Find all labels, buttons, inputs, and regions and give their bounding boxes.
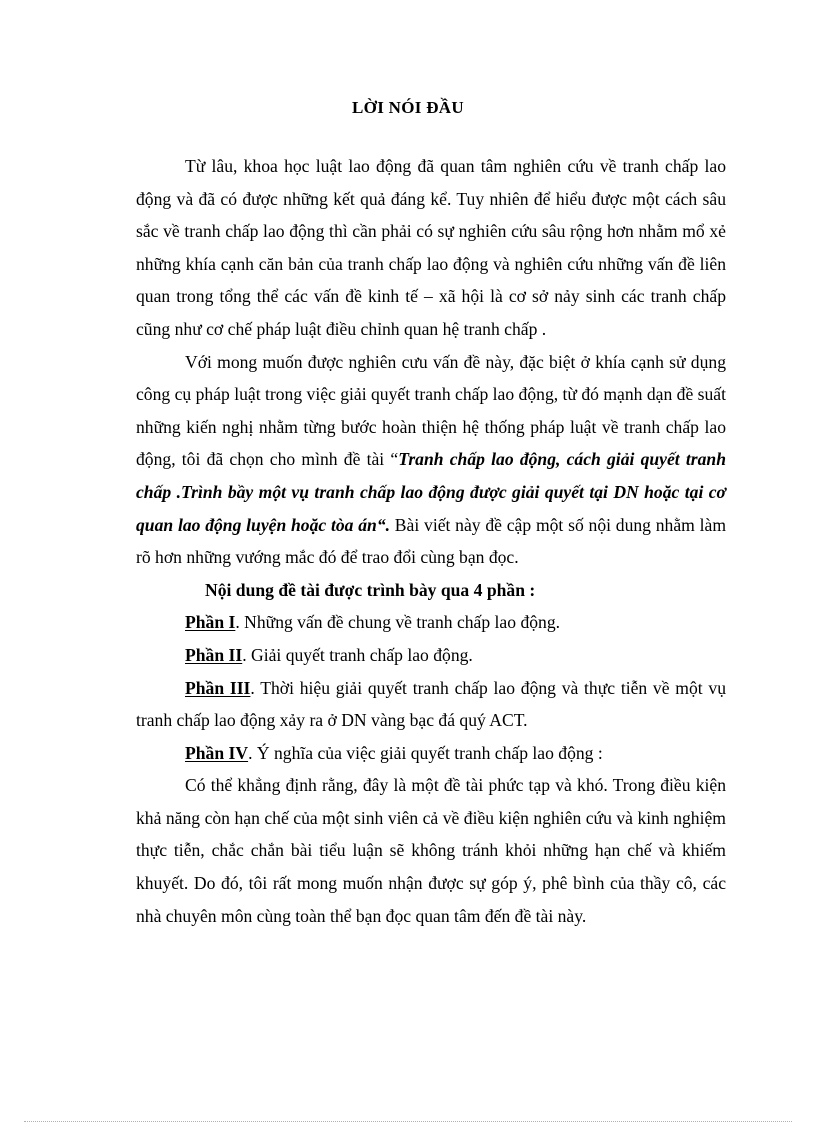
topic-title: Tranh chấp lao động, cách giải quyết tranh chấp .Trình bầy một vụ tranh chấp lao động được giải quyết tại DN hoặc tại cơ quan lao động luyện hoặc tòa án“. xyxy=(136,449,726,535)
contents-heading: Nội dung đề tài được trình bày qua 4 phần : xyxy=(205,579,536,600)
part-label: Phần IV xyxy=(185,742,249,763)
motivation-text-end: Bài viết này đề cập một số nội dung nhằm làm rõ hơn những vướng mắc đó để trao đổi cùng bạn đọc. xyxy=(136,514,726,568)
part-label: Phần III xyxy=(185,677,251,698)
document-body xyxy=(136,150,726,932)
motivation-text-start: Với mong muốn được nghiên cưu vấn đề này, đặc biệt ở khía cạnh sử dụng công cụ pháp luật trong việc giải quyết tranh chấp lao động, từ đó mạnh dạn đề suất những kiến nghị nhằm từng bước hoàn thiện hệ thống pháp luật về tranh chấp lao động, tôi đã chọn cho mình đề tài “ xyxy=(136,351,726,470)
part-text: . Thời hiệu giải quyết tranh chấp lao động và thực tiễn về một vụ tranh chấp lao động xảy ra ở DN vàng bạc đá quý ACT. xyxy=(136,677,726,731)
page-bottom-divider xyxy=(24,1121,792,1122)
part-item xyxy=(136,672,726,737)
part-text: . Những vấn đề chung về tranh chấp lao động. xyxy=(235,612,561,633)
intro-paragraph: Từ lâu, khoa học luật lao động đã quan tâm nghiên cứu về tranh chấp lao động và đã có được những kết quả đáng kể. Tuy nhiên để hiểu được một cách sâu sắc về tranh chấp lao động thì cần phải có sự nghiên cứu sâu rộng hơn nhằm mổ xẻ những khía cạnh căn bản của tranh chấp lao động và nghiên cứu những vấn đề liên quan trong tổng thể các vấn đề kinh tế – xã hội là cơ sở nảy sinh các tranh chấp cũng như cơ chế pháp luật điều chỉnh quan hệ tranh chấp . xyxy=(136,156,726,339)
closing-paragraph: Có thể khẳng định rằng, đây là một đề tài phức tạp và khó. Trong điều kiện khả năng còn hạn chế của một sinh viên cả về điều kiện nghiên cứu và kinh nghiệm thực tiễn, chắc chắn bài tiểu luận sẽ không tránh khỏi những hạn chế và khiếm khuyết. Do đó, tôi rất mong muốn nhận được sự góp ý, phê bình của thầy cô, các nhà chuyên môn cùng toàn thể bạn đọc quan tâm đến đề tài này. xyxy=(136,775,726,926)
page-title: LỜI NÓI ĐẦU xyxy=(352,98,464,117)
motivation-paragraph xyxy=(136,346,726,574)
part-item xyxy=(136,639,726,672)
part-item xyxy=(136,606,726,639)
part-label: Phần I xyxy=(185,612,236,633)
part-item xyxy=(136,737,726,770)
part-label: Phần II xyxy=(185,644,243,665)
part-text: . Ý nghĩa của việc giải quyết tranh chấp lao động : xyxy=(248,742,603,763)
part-text: . Giải quyết tranh chấp lao động. xyxy=(242,644,473,665)
